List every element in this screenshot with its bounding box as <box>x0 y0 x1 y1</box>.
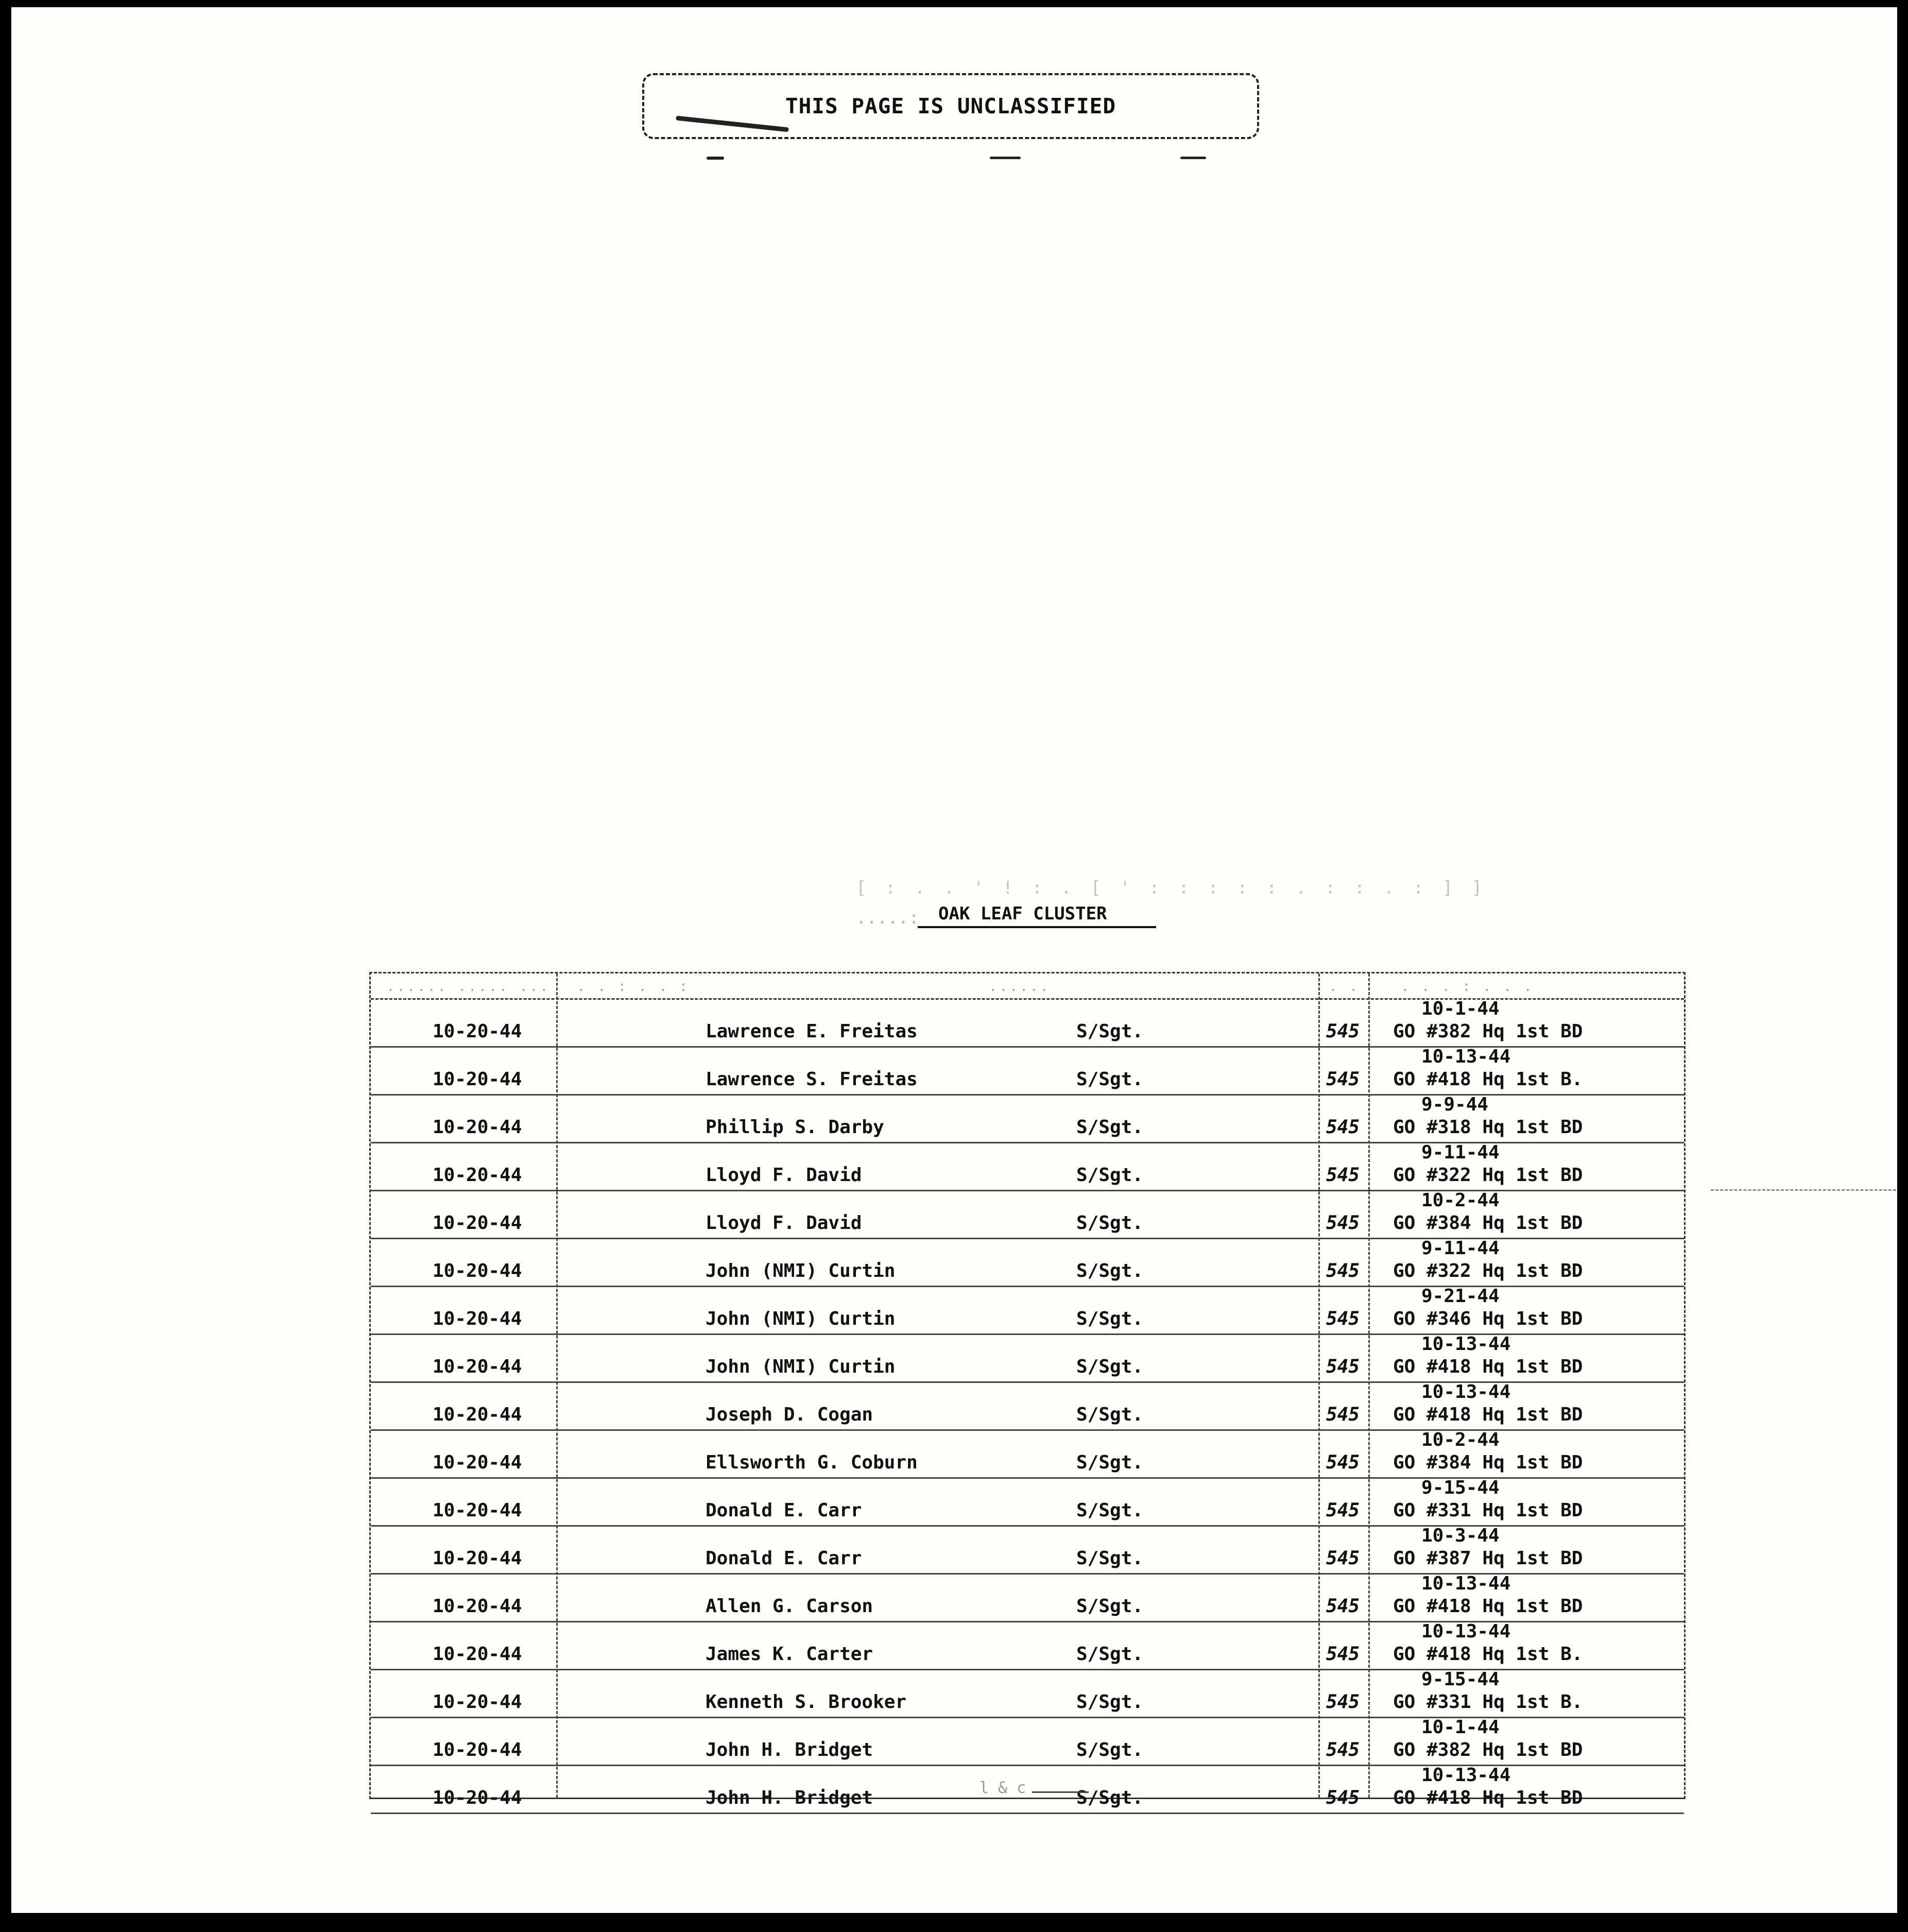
table-row <box>371 1575 1684 1622</box>
row-authority-date: 10-13-44 <box>1421 1621 1511 1642</box>
row-date: 10-20-44 <box>433 1404 522 1425</box>
table-row <box>371 1239 1684 1287</box>
row-date: 10-20-44 <box>433 1691 522 1713</box>
row-authority-date: 10-2-44 <box>1421 1429 1500 1450</box>
row-authority-date: 9-11-44 <box>1421 1238 1500 1259</box>
row-name: James K. Carter <box>706 1644 873 1665</box>
row-date: 10-20-44 <box>433 1739 522 1760</box>
row-name: Donald E. Carr <box>706 1548 862 1569</box>
row-code: 545 <box>1326 1308 1360 1329</box>
row-authority: GO #382 Hq 1st BD <box>1393 1021 1583 1042</box>
table-row <box>371 1191 1684 1239</box>
row-authority-date: 9-21-44 <box>1421 1286 1500 1307</box>
row-authority: GO #382 Hq 1st BD <box>1393 1739 1583 1760</box>
row-name: Lloyd F. David <box>706 1165 862 1186</box>
subtitle-prefix: .....: <box>856 908 919 928</box>
row-date: 10-20-44 <box>433 1308 522 1329</box>
scan-smudge <box>990 157 1021 159</box>
document-heading <box>856 878 1487 928</box>
row-authority-date: 9-11-44 <box>1421 1142 1500 1163</box>
row-authority: GO #418 Hq 1st B. <box>1393 1644 1583 1665</box>
footer-underline <box>1032 1791 1089 1793</box>
classification-banner-text: THIS PAGE IS UNCLASSIFIED <box>785 94 1116 118</box>
header-code: . . <box>1329 978 1360 995</box>
classification-banner <box>642 73 1259 139</box>
header-name: . . : . . : <box>577 978 690 995</box>
table-row <box>371 1143 1684 1191</box>
row-code: 545 <box>1326 1356 1360 1377</box>
row-code: 545 <box>1326 1260 1360 1281</box>
row-name: Kenneth S. Brooker <box>706 1691 907 1713</box>
row-name: Joseph D. Cogan <box>706 1404 873 1425</box>
row-authority: GO #318 Hq 1st BD <box>1393 1117 1583 1138</box>
table-row <box>371 1718 1684 1766</box>
footer-text: l & c <box>979 1779 1026 1797</box>
row-code: 545 <box>1326 1069 1360 1090</box>
table-row <box>371 1048 1684 1096</box>
row-code: 545 <box>1326 1596 1360 1617</box>
row-grade: S/Sgt. <box>1076 1691 1144 1713</box>
document-title: [ : . . ' ! : . [ ' : : : : : . : : . : ] ] <box>856 878 1487 898</box>
row-authority-date: 10-3-44 <box>1421 1525 1500 1546</box>
row-grade: S/Sgt. <box>1076 1787 1144 1808</box>
row-grade: S/Sgt. <box>1076 1212 1144 1234</box>
row-authority-date: 9-9-44 <box>1421 1094 1489 1115</box>
row-date: 10-20-44 <box>433 1548 522 1569</box>
header-date: ...... ..... ... <box>386 978 550 995</box>
row-code: 545 <box>1326 1404 1360 1425</box>
row-name: Phillip S. Darby <box>706 1117 884 1138</box>
row-date: 10-20-44 <box>433 1212 522 1234</box>
row-grade: S/Sgt. <box>1076 1739 1144 1760</box>
row-code: 545 <box>1326 1452 1360 1473</box>
row-authority-date: 10-13-44 <box>1421 1381 1511 1403</box>
document-subtitle: OAK LEAF CLUSTER <box>918 903 1156 928</box>
row-date: 10-20-44 <box>433 1260 522 1281</box>
row-authority-date: 10-13-44 <box>1421 1046 1511 1067</box>
row-grade: S/Sgt. <box>1076 1452 1144 1473</box>
row-authority-date: 9-15-44 <box>1421 1669 1500 1690</box>
header-grade: ...... <box>989 978 1051 995</box>
scan-dashes <box>1711 1189 1896 1191</box>
row-date: 10-20-44 <box>433 1452 522 1473</box>
row-grade: S/Sgt. <box>1076 1548 1144 1569</box>
row-name: Allen G. Carson <box>706 1596 873 1617</box>
row-date: 10-20-44 <box>433 1165 522 1186</box>
table-row <box>371 1431 1684 1479</box>
table-row <box>371 1479 1684 1527</box>
row-code: 545 <box>1326 1691 1360 1713</box>
row-date: 10-20-44 <box>433 1500 522 1521</box>
table-row <box>371 1000 1684 1048</box>
row-code: 545 <box>1326 1548 1360 1569</box>
row-code: 545 <box>1326 1787 1360 1808</box>
page-footer <box>979 1779 1089 1797</box>
row-grade: S/Sgt. <box>1076 1260 1144 1281</box>
row-grade: S/Sgt. <box>1076 1165 1144 1186</box>
header-authority: . . . : . . . <box>1401 978 1534 995</box>
row-authority: GO #418 Hq 1st BD <box>1393 1356 1583 1377</box>
row-grade: S/Sgt. <box>1076 1500 1144 1521</box>
table-row <box>371 1383 1684 1431</box>
row-authority: GO #384 Hq 1st BD <box>1393 1212 1583 1234</box>
row-code: 545 <box>1326 1500 1360 1521</box>
row-name: John H. Bridget <box>706 1787 873 1808</box>
row-date: 10-20-44 <box>433 1644 522 1665</box>
table-row <box>371 1527 1684 1575</box>
row-authority-date: 9-15-44 <box>1421 1477 1500 1498</box>
row-name: John (NMI) Curtin <box>706 1308 896 1329</box>
award-table <box>369 972 1686 1808</box>
row-date: 10-20-44 <box>433 1356 522 1377</box>
row-date: 10-20-44 <box>433 1596 522 1617</box>
row-authority-date: 10-2-44 <box>1421 1190 1500 1211</box>
row-code: 545 <box>1326 1212 1360 1234</box>
row-authority-date: 10-13-44 <box>1421 1333 1511 1355</box>
row-name: Ellsworth G. Coburn <box>706 1452 918 1473</box>
table-row <box>371 1096 1684 1143</box>
row-name: John (NMI) Curtin <box>706 1356 896 1377</box>
document-page <box>11 7 1897 1913</box>
row-date: 10-20-44 <box>433 1117 522 1138</box>
row-name: Lawrence E. Freitas <box>706 1021 918 1042</box>
row-authority: GO #418 Hq 1st B. <box>1393 1069 1583 1090</box>
row-date: 10-20-44 <box>433 1787 522 1808</box>
row-authority-date: 10-13-44 <box>1421 1765 1511 1786</box>
table-row <box>371 1287 1684 1335</box>
row-authority: GO #387 Hq 1st BD <box>1393 1548 1583 1569</box>
row-authority-date: 10-1-44 <box>1421 1717 1500 1738</box>
row-authority: GO #331 Hq 1st BD <box>1393 1500 1583 1521</box>
row-grade: S/Sgt. <box>1076 1356 1144 1377</box>
row-authority: GO #418 Hq 1st BD <box>1393 1596 1583 1617</box>
row-code: 545 <box>1326 1644 1360 1665</box>
row-grade: S/Sgt. <box>1076 1308 1144 1329</box>
row-date: 10-20-44 <box>433 1069 522 1090</box>
row-authority: GO #322 Hq 1st BD <box>1393 1165 1583 1186</box>
table-body <box>371 1000 1684 1814</box>
row-code: 545 <box>1326 1117 1360 1138</box>
scan-smudge <box>707 157 724 160</box>
table-row <box>371 1622 1684 1670</box>
row-code: 545 <box>1326 1021 1360 1042</box>
row-authority-date: 10-13-44 <box>1421 1573 1511 1594</box>
row-authority: GO #418 Hq 1st BD <box>1393 1404 1583 1425</box>
row-authority: GO #322 Hq 1st BD <box>1393 1260 1583 1281</box>
row-code: 545 <box>1326 1165 1360 1186</box>
row-authority: GO #384 Hq 1st BD <box>1393 1452 1583 1473</box>
row-grade: S/Sgt. <box>1076 1069 1144 1090</box>
row-authority: GO #418 Hq 1st BD <box>1393 1787 1583 1808</box>
row-name: John H. Bridget <box>706 1739 873 1760</box>
row-date: 10-20-44 <box>433 1021 522 1042</box>
row-grade: S/Sgt. <box>1076 1644 1144 1665</box>
row-grade: S/Sgt. <box>1076 1117 1144 1138</box>
table-row <box>371 1670 1684 1718</box>
row-grade: S/Sgt. <box>1076 1021 1144 1042</box>
table-row <box>371 1335 1684 1383</box>
table-header <box>371 973 1684 1000</box>
row-name: Lawrence S. Freitas <box>706 1069 918 1090</box>
scan-smudge <box>1180 157 1206 159</box>
row-authority: GO #331 Hq 1st B. <box>1393 1691 1583 1713</box>
row-name: John (NMI) Curtin <box>706 1260 896 1281</box>
row-authority-date: 10-1-44 <box>1421 998 1500 1019</box>
row-authority: GO #346 Hq 1st BD <box>1393 1308 1583 1329</box>
row-grade: S/Sgt. <box>1076 1404 1144 1425</box>
row-name: Lloyd F. David <box>706 1212 862 1234</box>
row-name: Donald E. Carr <box>706 1500 862 1521</box>
row-grade: S/Sgt. <box>1076 1596 1144 1617</box>
row-code: 545 <box>1326 1739 1360 1760</box>
